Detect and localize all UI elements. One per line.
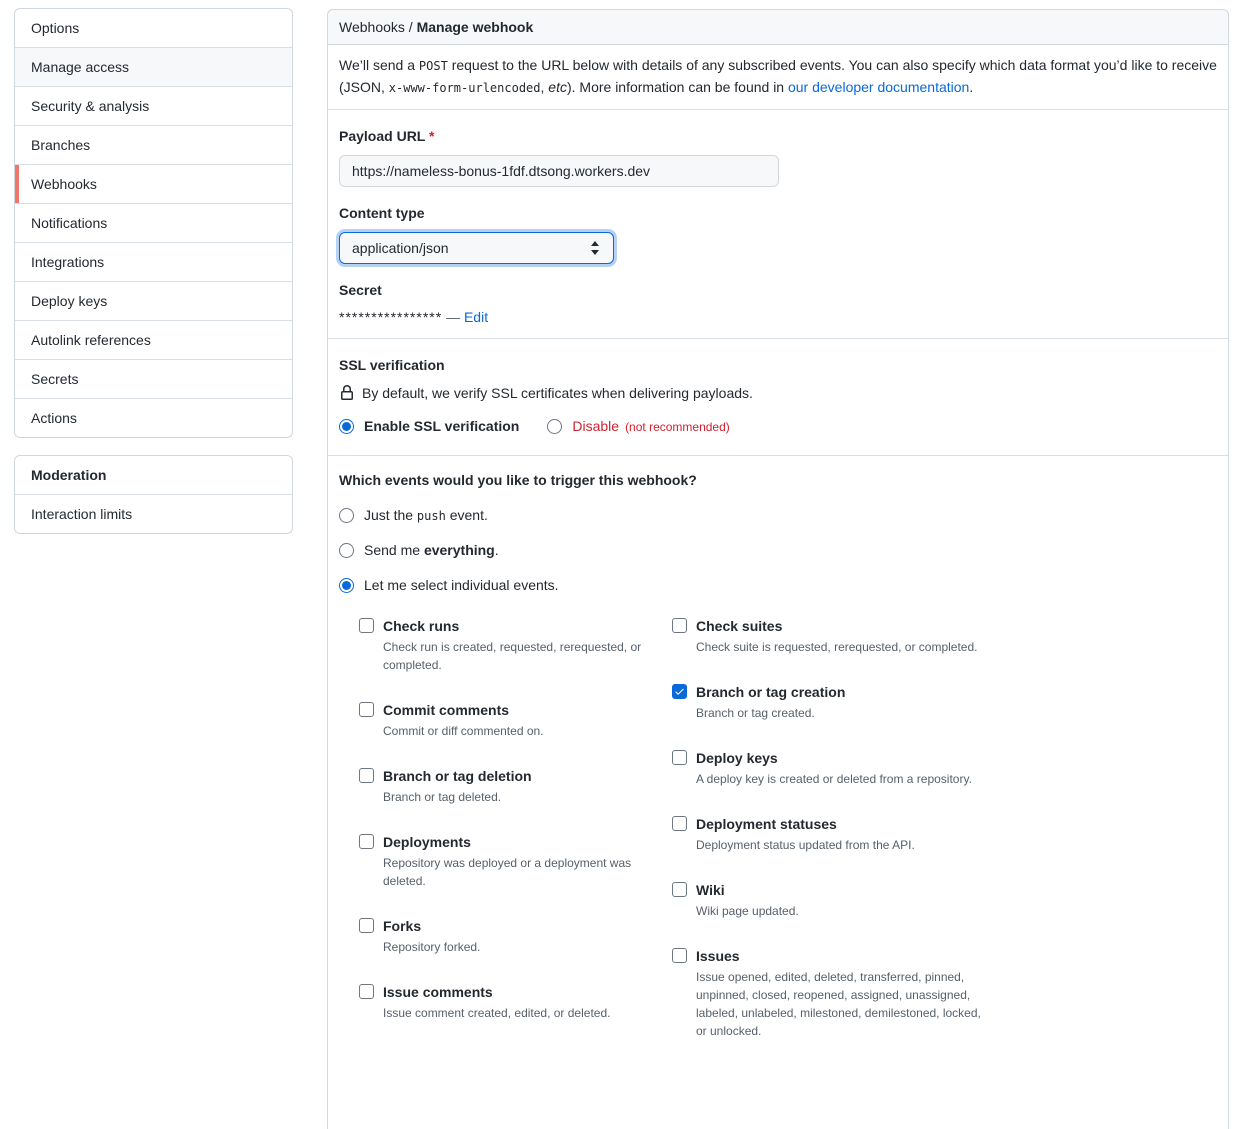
individual-events-label: Let me select individual events. <box>364 577 559 593</box>
just-push-label <box>364 505 488 526</box>
event-item-issues <box>672 946 985 1040</box>
enable-ssl-label: Enable SSL verification <box>364 418 520 434</box>
event-label[interactable]: Check suites <box>696 618 783 634</box>
event-item-commit-comments <box>359 700 672 740</box>
option-text: Send me <box>364 542 424 558</box>
sidebar-item-integrations[interactable]: Integrations <box>15 242 292 281</box>
event-label[interactable]: Forks <box>383 918 422 934</box>
deployment-statuses-checkbox[interactable] <box>672 816 687 831</box>
secret-label: Secret <box>339 282 382 298</box>
event-label[interactable]: Commit comments <box>383 702 510 718</box>
event-label[interactable]: Issue comments <box>383 984 493 1000</box>
event-item-branch-tag-creation <box>672 682 985 722</box>
required-asterisk: * <box>429 128 435 144</box>
event-desc: Issue comment created, edited, or deleted. <box>383 1006 611 1020</box>
content-type-select[interactable] <box>339 232 614 264</box>
select-caret-icon <box>589 241 601 255</box>
description-text: We’ll send a <box>339 57 419 73</box>
event-label[interactable]: Check runs <box>383 618 460 634</box>
option-text: . <box>494 542 499 558</box>
events-heading: Which events would you like to trigger this webhook? <box>339 472 697 488</box>
event-desc: Repository was deployed or a deployment was deleted. <box>383 856 632 888</box>
event-column-right <box>672 616 985 1066</box>
event-column-left <box>359 616 672 1048</box>
secret-masked-value: **************** <box>339 309 443 325</box>
ssl-heading: SSL verification <box>339 357 445 373</box>
sidebar-item-actions[interactable]: Actions <box>15 398 292 437</box>
check-runs-checkbox[interactable] <box>359 618 374 633</box>
option-text: Just the <box>364 507 417 523</box>
everything-bold-text: everything <box>423 542 495 558</box>
event-item-deployments <box>359 832 672 890</box>
content-type-value: application/json <box>352 239 449 256</box>
event-label[interactable]: Branch or tag creation <box>696 684 846 700</box>
page-title: Manage webhook <box>416 19 534 35</box>
ssl-verification-section <box>328 339 1228 456</box>
moderation-header: Moderation <box>31 467 107 483</box>
event-item-deploy-keys <box>672 748 985 788</box>
manage-webhook-panel <box>327 9 1229 1129</box>
ssl-note <box>339 384 1217 402</box>
sidebar-item-manage-access[interactable]: Manage access <box>15 47 292 86</box>
event-label[interactable]: Wiki <box>696 882 725 898</box>
event-desc: Check run is created, requested, rerequested, or completed. <box>383 640 642 672</box>
deployments-checkbox[interactable] <box>359 834 374 849</box>
event-desc: Commit or diff commented on. <box>383 724 544 738</box>
event-label[interactable]: Deploy keys <box>696 750 778 766</box>
events-section <box>328 456 1228 1082</box>
just-push-radio[interactable] <box>339 508 354 523</box>
webhook-description <box>328 45 1228 110</box>
everything-label <box>364 540 499 561</box>
disable-ssl-option[interactable] <box>547 416 729 437</box>
event-desc: Branch or tag deleted. <box>383 790 502 804</box>
branch-tag-creation-checkbox[interactable] <box>672 684 687 699</box>
description-text: . <box>969 79 974 95</box>
event-item-check-runs <box>359 616 672 674</box>
lock-icon <box>339 385 355 401</box>
breadcrumb-separator: / <box>404 19 417 35</box>
sidebar-item-interaction-limits[interactable]: Interaction limits <box>15 494 292 533</box>
sidebar-item-branches[interactable]: Branches <box>15 125 292 164</box>
issues-checkbox[interactable] <box>672 948 687 963</box>
event-desc: Wiki page updated. <box>696 904 799 918</box>
sidebar-item-security-analysis[interactable]: Security & analysis <box>15 86 292 125</box>
post-code: POST <box>418 59 448 73</box>
forks-checkbox[interactable] <box>359 918 374 933</box>
disable-ssl-label: Disable <box>572 418 620 434</box>
settings-sidebar <box>14 8 293 534</box>
event-item-issue-comments <box>359 982 672 1022</box>
secret-separator: — <box>446 309 461 325</box>
commit-comments-checkbox[interactable] <box>359 702 374 717</box>
urlencoded-code: x-www-form-urlencoded <box>388 81 541 95</box>
event-desc: Issue opened, edited, deleted, transferred, pinned, unpinned, closed, reopened, assigned, unassigned, labeled, unlabeled, milestoned, demilestoned, locked, or unlocked. <box>696 970 981 1038</box>
content-type-label: Content type <box>339 205 425 221</box>
event-item-branch-tag-deletion <box>359 766 672 806</box>
payload-url-label-text: Payload URL <box>339 128 426 144</box>
moderation-nav-box <box>14 455 293 534</box>
checkmark-icon <box>674 686 685 697</box>
event-desc: Branch or tag created. <box>696 706 815 720</box>
everything-radio[interactable] <box>339 543 354 558</box>
event-desc: Deployment status updated from the API. <box>696 838 915 852</box>
event-desc: Repository forked. <box>383 940 481 954</box>
event-item-wiki <box>672 880 985 920</box>
payload-url-input[interactable] <box>339 155 779 187</box>
option-text: event. <box>445 507 488 523</box>
check-suites-checkbox[interactable] <box>672 618 687 633</box>
event-checkbox-grid <box>359 616 1217 1066</box>
payload-url-label <box>339 126 1217 147</box>
enable-ssl-option[interactable] <box>339 416 519 437</box>
event-desc: Check suite is requested, rerequested, or completed. <box>696 640 978 654</box>
event-label[interactable]: Branch or tag deletion <box>383 768 532 784</box>
description-text: ). More information can be found in <box>566 79 788 95</box>
branch-tag-deletion-checkbox[interactable] <box>359 768 374 783</box>
enable-ssl-radio[interactable] <box>339 419 354 434</box>
description-text: , <box>540 79 549 95</box>
deploy-keys-checkbox[interactable] <box>672 750 687 765</box>
individual-events-radio[interactable] <box>339 578 354 593</box>
secret-edit-link[interactable]: Edit <box>463 309 489 325</box>
sidebar-item-secrets[interactable]: Secrets <box>15 359 292 398</box>
sidebar-item-options[interactable]: Options <box>31 20 80 36</box>
description-text: request to the URL below with details of any subscribed events. You can also specify which data format you’d like to receive (JSON, <box>339 57 1217 95</box>
developer-documentation-link[interactable]: our developer documentation <box>787 79 970 95</box>
ssl-radio-row <box>339 416 1217 445</box>
etc-text: etc <box>548 79 567 95</box>
sidebar-item-deploy-keys[interactable]: Deploy keys <box>15 281 292 320</box>
breadcrumb-webhooks-link[interactable]: Webhooks <box>339 19 405 35</box>
event-label[interactable]: Deployments <box>383 834 471 850</box>
event-label[interactable]: Issues <box>696 948 740 964</box>
sidebar-item-notifications[interactable]: Notifications <box>15 203 292 242</box>
event-option-just-push[interactable] <box>339 505 1217 526</box>
webhook-form-section <box>328 110 1228 339</box>
event-option-individual[interactable] <box>339 575 1217 596</box>
push-code: push <box>416 509 446 523</box>
event-item-check-suites <box>672 616 985 656</box>
ssl-note-text: By default, we verify SSL certificates when delivering payloads. <box>362 385 753 401</box>
sidebar-item-autolink-references[interactable]: Autolink references <box>15 320 292 359</box>
disable-ssl-note: (not recommended) <box>625 419 730 434</box>
event-item-forks <box>359 916 672 956</box>
wiki-checkbox[interactable] <box>672 882 687 897</box>
event-desc: A deploy key is created or deleted from a repository. <box>696 772 972 786</box>
event-option-everything[interactable] <box>339 540 1217 561</box>
issue-comments-checkbox[interactable] <box>359 984 374 999</box>
breadcrumb <box>328 10 1228 45</box>
event-item-deployment-statuses <box>672 814 985 854</box>
secret-row <box>339 307 1217 328</box>
disable-ssl-radio[interactable] <box>547 419 562 434</box>
sidebar-item-webhooks[interactable]: Webhooks <box>15 164 292 203</box>
settings-nav-box <box>14 8 293 438</box>
event-label[interactable]: Deployment statuses <box>696 816 837 832</box>
